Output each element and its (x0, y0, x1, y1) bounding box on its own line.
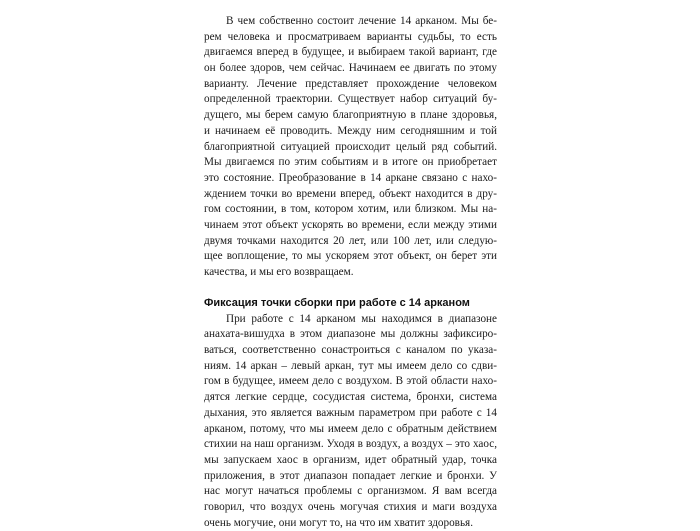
text-line: При работе с 14 арканом мы находимся в диапазоне (226, 312, 497, 325)
text-line: анахата-вишудха в этом диапазоне мы должны зафиксиро- (204, 328, 497, 341)
text-line: гом состоянии, в том, котором хотим, или близком. Мы на- (204, 203, 497, 216)
text-line: В чем собственно состоит лечение 14 арканом. Мы бе- (226, 15, 497, 27)
text-line: гом в будущее, имеем дело с воздухом. В этой области нахо- (204, 375, 497, 388)
text-line: качества, и мы его возвращаем. (204, 266, 354, 278)
text-line: благоприятной ситуацией происходит целый ряд событий. (204, 140, 497, 153)
paragraph-assemblage-point (204, 312, 497, 531)
text-line: он более здоров, чем сейчас. Начинаем ее двигать по этому (204, 62, 497, 75)
text-line: щее воплощение, то мы ускоряем этот объект, он берет эти (204, 250, 497, 263)
text-line: очень могучие, они могут то, на что им хватит здоровья. (204, 516, 474, 529)
text-line: варианту. Лечение представляет прохождение человеком (204, 77, 497, 90)
text-line: дыхания, это является важным параметром при работе с 14 (204, 406, 497, 419)
text-line: Мы двигаемся по этим событиям и в итоге он приобретает (204, 156, 497, 169)
text-line: это состояние. Преобразование в 14 аркане связано с нахо- (204, 171, 497, 184)
text-line: арканом, потому, что мы имеем дело с обратным действием (204, 422, 497, 435)
section-gap (204, 281, 497, 295)
paragraph-arcana-healing (204, 14, 497, 281)
text-line: нас могут начаться проблемы с организмом. Я вам всегда (204, 485, 497, 498)
text-line: стихии на наш организм. Уходя в воздух, а воздух – это хаос, (204, 438, 497, 451)
section-heading: Фиксация точки сборки при работе с 14 арканом (204, 296, 470, 309)
text-line: мы запускаем хаос в организм, идет обратный удар, точка (204, 453, 497, 466)
text-line: дятся легкие сердце, сосудистая система, бронхи, система (204, 391, 497, 404)
text-line: говорил, что воздух очень могучая стихия и маги воздуха (204, 500, 497, 513)
text-line: рем человека и просматриваем варианты судьбы, то есть (204, 30, 497, 43)
text-line: ниям. 14 аркан – левый аркан, тут мы имеем дело со сдви- (204, 359, 497, 372)
text-line: двумя точками находится 20 лет, или 100 лет, или следую- (204, 234, 497, 247)
text-line: ждением точки во времени вперед, объект находится в дру- (204, 187, 497, 200)
text-line: приложения, в этот диапазон попадает легкие и бронхи. У (204, 469, 497, 482)
text-line: и начинаем её проводить. Между ним сегодняшним и той (204, 124, 497, 137)
text-line: двигаемся вперед в будущее, и выбираем такой вариант, где (204, 46, 497, 59)
book-page (204, 14, 497, 531)
text-line: определенной траектории. Существует набор ситуаций бу- (204, 93, 497, 106)
text-line: чинаем этот объект ускорять во времени, если между этими (204, 218, 497, 231)
text-line: ваться, соответственно сонастроиться с каналом по указа- (204, 344, 497, 357)
text-line: дущего, мы берем самую благоприятную в плане здоровья, (204, 109, 497, 122)
